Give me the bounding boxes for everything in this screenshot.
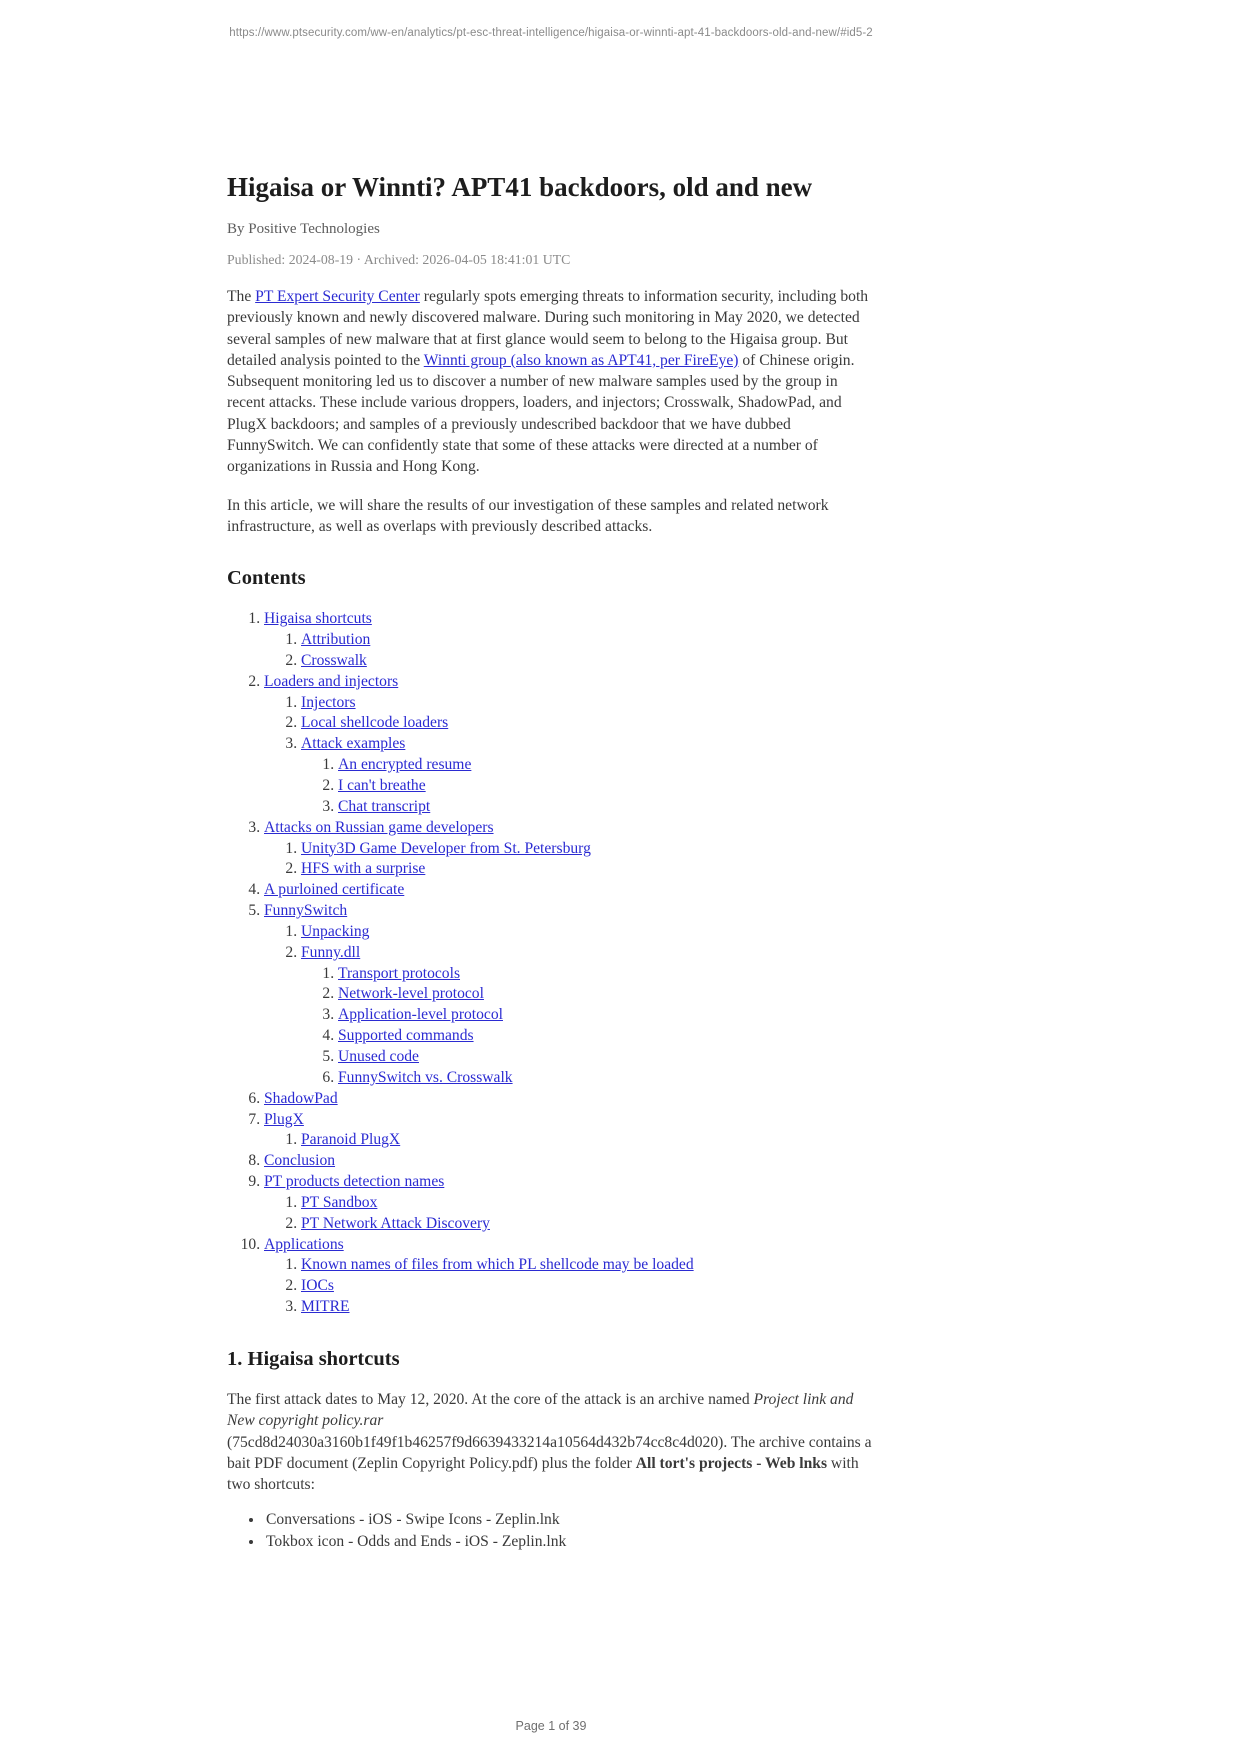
contents-item [301, 1130, 875, 1151]
text-run: regularly spots emerging threats to information security, including both previously known and newly discovered malware. During such monitoring in May 2020, we detected several samples of new malware that at first glance would seem to belong to the Higaisa group. But detailed analysis pointed to the [227, 288, 869, 369]
contents-item [264, 901, 875, 1089]
inline-link[interactable]: Winnti group (also known as APT41, per FireEye) [423, 351, 739, 369]
contents-item [301, 922, 875, 943]
contents-item [338, 797, 875, 818]
contents-list-level-2 [264, 922, 875, 1089]
contents-link[interactable]: Unity3D Game Developer from St. Petersburg [301, 839, 591, 857]
contents-link[interactable]: Chat transcript [338, 797, 431, 815]
contents-link[interactable]: Loaders and injectors [264, 672, 399, 690]
bullet-item: • Conversations - iOS - Swipe Icons - Zeplin.lnk [264, 1509, 875, 1530]
page-title: Higaisa or Winnti? APT41 backdoors, old and new [227, 172, 813, 202]
contents-item [301, 1214, 875, 1235]
contents-link[interactable]: PlugX [264, 1110, 304, 1128]
contents-link[interactable]: A purloined certificate [264, 881, 405, 899]
text-run: The first attack dates to May 12, 2020. At the core of the attack is an archive named [227, 1390, 754, 1408]
contents-item [301, 859, 875, 880]
contents-link[interactable]: Funny.dll [301, 943, 361, 961]
contents-item [338, 776, 875, 797]
article-content [227, 170, 875, 1552]
contents-link[interactable]: PT products detection names [264, 1173, 445, 1191]
contents-link[interactable]: MITRE [301, 1298, 350, 1316]
contents-item [264, 609, 875, 672]
contents-link[interactable]: PT Network Attack Discovery [301, 1214, 490, 1232]
contents-link[interactable]: Supported commands [338, 1027, 474, 1045]
contents-link[interactable]: Known names of files from which PL shellcode may be loaded [301, 1256, 694, 1274]
intro-paragraph-2: In this article, we will share the results of our investigation of these samples and related network infrastructure, as well as overlaps with previously described attacks. [227, 496, 829, 535]
contents-item [301, 651, 875, 672]
contents-item [301, 630, 875, 651]
contents-item [264, 672, 875, 818]
contents-link[interactable]: Attribution [301, 631, 371, 649]
contents-item [301, 943, 875, 1089]
text-run: of Chinese origin. Subsequent monitoring led us to discover a number of new malware samples used by the group in recent attacks. These include various droppers, loaders, and injectors; Crosswalk, ShadowPad, and PlugX backdoors; and samples of a previously undescribed backdoor that we have dubbed FunnySwitch. We can confidently state that some of these attacks were directed at a number of organizations in Russia and Hong Kong. [227, 351, 855, 476]
page-number-footer: Page 1 of 39 [515, 1719, 587, 1733]
contents-link[interactable]: An encrypted resume [338, 756, 472, 774]
contents-link[interactable]: Applications [264, 1235, 344, 1253]
contents-link[interactable]: Transport protocols [338, 964, 461, 982]
contents-item [264, 1151, 875, 1172]
contents-item [264, 1110, 875, 1152]
contents-list-level-2 [264, 630, 875, 672]
contents-link[interactable]: FunnySwitch vs. Crosswalk [338, 1068, 513, 1086]
contents-link[interactable]: Injectors [301, 693, 356, 711]
contents-list-level-2 [264, 839, 875, 881]
published-archived-meta: Published: 2024-08-19 · Archived: 2026-04-05 18:41:01 UTC [227, 252, 571, 267]
contents-link[interactable]: Attack examples [301, 735, 406, 753]
contents-item [338, 1068, 875, 1089]
contents-item [301, 734, 875, 817]
byline: By Positive Technologies [227, 221, 380, 237]
contents-item [301, 839, 875, 860]
contents-list-level-3 [301, 755, 875, 818]
contents-link[interactable]: FunnySwitch [264, 902, 348, 920]
contents-link[interactable]: Paranoid PlugX [301, 1131, 401, 1149]
contents-list-level-2 [264, 1255, 875, 1318]
contents-link[interactable]: Conclusion [264, 1152, 336, 1170]
contents-list-level-2 [264, 1130, 875, 1151]
contents-link[interactable]: PT Sandbox [301, 1193, 378, 1211]
intro-paragraph-1 [227, 286, 875, 478]
contents-link[interactable]: ShadowPad [264, 1089, 338, 1107]
contents-item [301, 1297, 875, 1318]
contents-item [264, 1235, 875, 1318]
contents-link[interactable]: Local shellcode loaders [301, 714, 449, 732]
contents-list-level-2 [264, 693, 875, 818]
contents-link[interactable]: Attacks on Russian game developers [264, 818, 494, 836]
contents-item [338, 984, 875, 1005]
shortcut-list [227, 1509, 875, 1552]
table-of-contents [227, 609, 875, 1318]
section-1-heading: 1. Higaisa shortcuts [227, 1347, 400, 1370]
italic-text: Project link and New copyright policy.rar [227, 1390, 854, 1430]
contents-item [301, 1255, 875, 1276]
contents-link[interactable]: Unpacking [301, 922, 370, 940]
contents-item [264, 1089, 875, 1110]
contents-heading: Contents [227, 567, 306, 590]
contents-link[interactable]: Higaisa shortcuts [264, 610, 372, 628]
capture-url: https://www.ptsecurity.com/ww-en/analytics/pt-esc-threat-intelligence/higaisa-or-winnti-apt-41-backdoors-old-and-new/#id5-2 [229, 27, 873, 39]
contents-list-level-1 [227, 609, 875, 1318]
contents-link[interactable]: HFS with a surprise [301, 860, 426, 878]
contents-list-level-3 [301, 964, 875, 1089]
contents-item [338, 1005, 875, 1026]
text-run: with two shortcuts: [227, 1454, 859, 1494]
contents-item [264, 818, 875, 881]
contents-link[interactable]: Network-level protocol [338, 985, 484, 1003]
contents-link[interactable]: Crosswalk [301, 651, 367, 669]
contents-item [264, 880, 875, 901]
contents-link[interactable]: IOCs [301, 1277, 334, 1295]
contents-item [264, 1172, 875, 1235]
text-run: (75cd8d24030a3160b1f49f1b46257f9d6639433214a10564d432b74cc8c4d020). The archive contains a bait PDF document (Zeplin Copyright Policy.pdf) plus the folder [227, 1433, 872, 1472]
contents-link[interactable]: I can't breathe [338, 777, 426, 795]
contents-item [301, 713, 875, 734]
contents-item [301, 1276, 875, 1297]
contents-list-level-2 [264, 1193, 875, 1235]
bullet-item: • Tokbox icon - Odds and Ends - iOS - Zeplin.lnk [264, 1531, 875, 1552]
text-run: The [227, 288, 256, 305]
section-1-paragraph [227, 1389, 875, 1495]
contents-link[interactable]: Application-level protocol [338, 1006, 503, 1024]
bold-text: All tort's projects - Web lnks [635, 1454, 828, 1472]
contents-link[interactable]: Unused code [338, 1047, 419, 1065]
contents-item [338, 755, 875, 776]
contents-item [301, 693, 875, 714]
contents-item [338, 1047, 875, 1068]
contents-item [301, 1193, 875, 1214]
contents-item [338, 1026, 875, 1047]
contents-item [338, 964, 875, 985]
inline-link[interactable]: PT Expert Security Center [255, 288, 420, 305]
